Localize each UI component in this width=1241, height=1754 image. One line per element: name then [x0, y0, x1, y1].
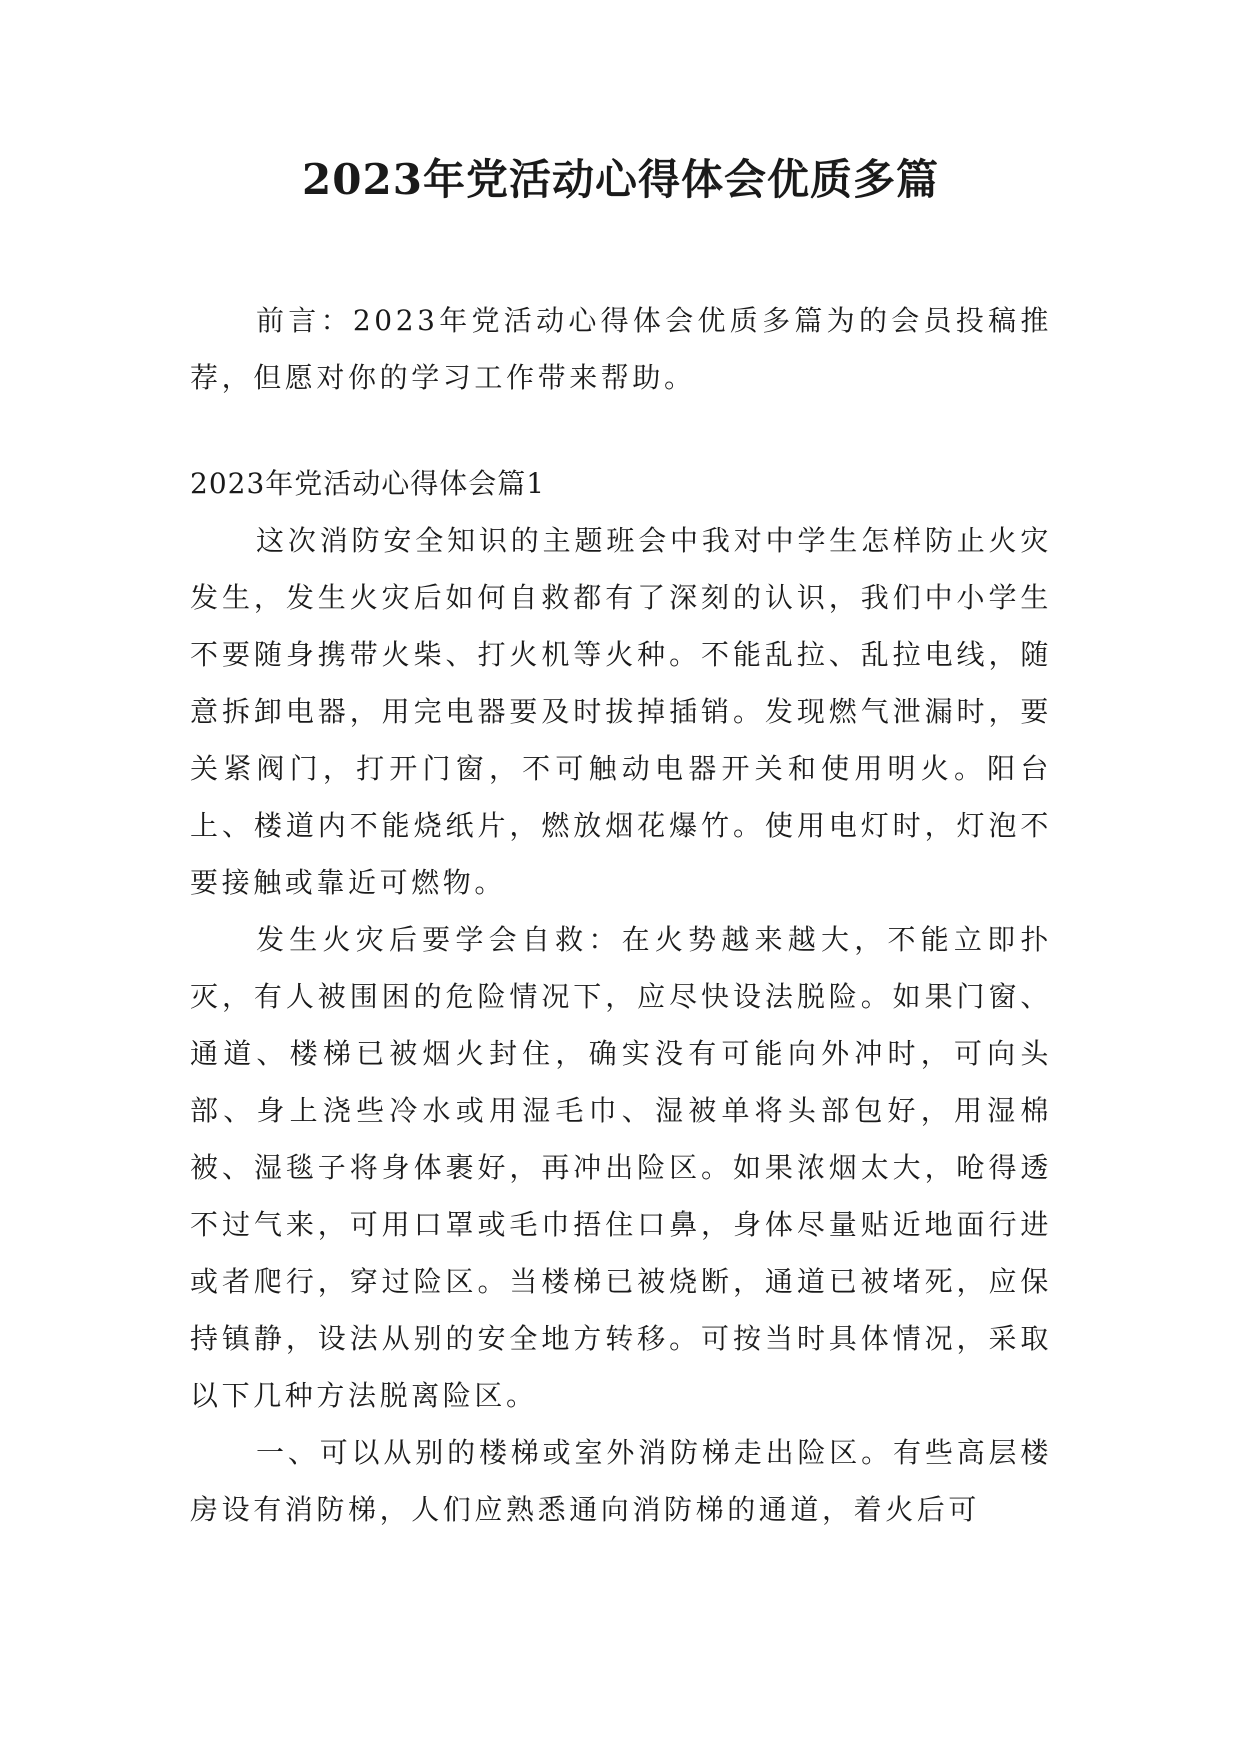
section-1 [190, 455, 1052, 1538]
body-paragraph: 一、可以从别的楼梯或室外消防梯走出险区。有些高层楼房设有消防梯，人们应熟悉通向消防梯的通道，着火后可 [190, 1436, 1052, 1526]
body-paragraph: 发生火灾后要学会自救：在火势越来越大，不能立即扑灭，有人被围困的危险情况下，应尽快设法脱险。如果门窗、通道、楼梯已被烟火封住，确实没有可能向外冲时，可向头部、身上浇些冷水或用湿毛巾、湿被单将头部包好，用湿棉被、湿毯子将身体裹好，再冲出险区。如果浓烟太大，呛得透不过气来，可用口罩或毛巾捂住口鼻，身体尽量贴近地面行进或者爬行，穿过险区。当楼梯已被烧断，通道已被堵死，应保持镇静，设法从别的安全地方转移。可按当时具体情况，采取以下几种方法脱离险区。 [190, 923, 1052, 1412]
body-paragraph: 这次消防安全知识的主题班会中我对中学生怎样防止火灾发生，发生火灾后如何自救都有了深刻的认识，我们中小学生不要随身携带火柴、打火机等火种。不能乱拉、乱拉电线，随意拆卸电器，用完电器要及时拔掉插销。发现燃气泄漏时，要关紧阀门，打开门窗，不可触动电器开关和使用明火。阳台上、楼道内不能烧纸片，燃放烟花爆竹。使用电灯时，灯泡不要接触或靠近可燃物。 [190, 524, 1052, 899]
section-heading: 2023年党活动心得体会篇1 [190, 467, 546, 500]
document-title: 2023年党活动心得体会优质多篇 [302, 155, 939, 204]
document-body [190, 292, 1052, 1538]
preface-paragraph: 前言：2023年党活动心得体会优质多篇为的会员投稿推荐，但愿对你的学习工作带来帮助。 [190, 304, 1052, 394]
